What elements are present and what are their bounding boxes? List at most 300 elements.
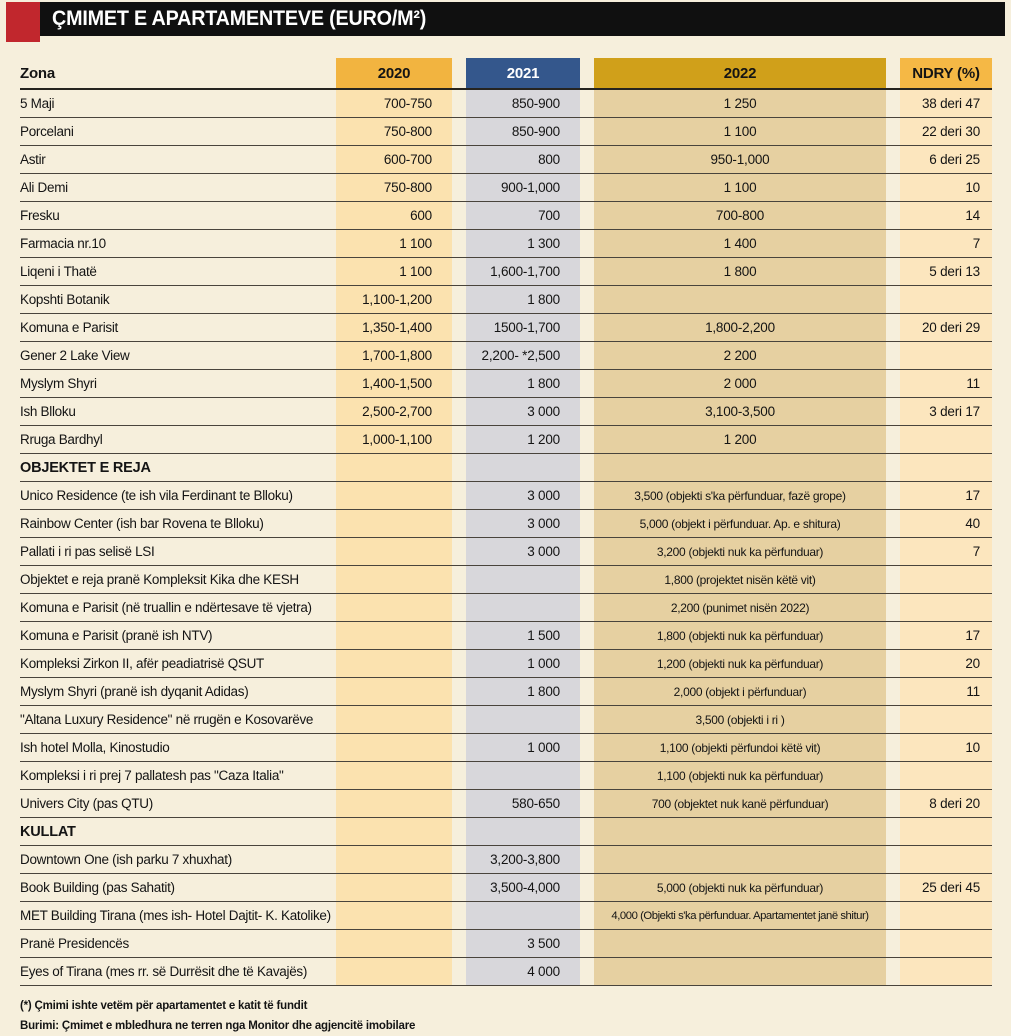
cell-2022: 5,000 (objekti nuk ka përfunduar) [594, 874, 886, 901]
cell-2022 [594, 930, 886, 957]
column-gap [886, 958, 900, 985]
column-gap [580, 790, 594, 817]
cell-2020 [336, 762, 452, 789]
table-row [20, 90, 992, 118]
cell-ndry: 17 [900, 622, 992, 649]
table-row [20, 146, 992, 174]
column-header-ndry: NDRY (%) [900, 58, 992, 88]
cell-2022: 1 250 [594, 90, 886, 117]
column-gap [452, 706, 466, 733]
cell-2022: 3,500 (objekti i ri ) [594, 706, 886, 733]
table-row [20, 482, 992, 510]
column-gap [452, 90, 466, 117]
cell-2022: 1 100 [594, 118, 886, 145]
cell-zona: 5 Maji [20, 96, 55, 111]
cell-ndry: 17 [900, 482, 992, 509]
section-header-row [20, 454, 992, 482]
column-gap [580, 202, 594, 229]
column-gap [452, 482, 466, 509]
column-gap [580, 482, 594, 509]
cell-ndry: 40 [900, 510, 992, 537]
column-gap [452, 734, 466, 761]
column-gap [886, 426, 900, 453]
cell-2021 [466, 566, 580, 593]
cell-2022: 1,100 (objekti nuk ka përfunduar) [594, 762, 886, 789]
cell-ndry [900, 846, 992, 873]
cell-ndry [900, 426, 992, 453]
column-gap [580, 622, 594, 649]
cell-ndry: 25 deri 45 [900, 874, 992, 901]
column-gap [886, 58, 900, 88]
cell-2022: 1,200 (objekti nuk ka përfunduar) [594, 650, 886, 677]
column-gap [452, 790, 466, 817]
table-row [20, 734, 992, 762]
column-gap [886, 790, 900, 817]
column-gap [452, 398, 466, 425]
cell-2022 [594, 286, 886, 313]
cell-2022: 3,500 (objekti s'ka përfunduar, fazë grope) [594, 482, 886, 509]
cell-2022: 2,200 (punimet nisën 2022) [594, 594, 886, 621]
column-gap [580, 566, 594, 593]
column-gap [580, 510, 594, 537]
table-row [20, 650, 992, 678]
cell-zona: Komuna e Parisit [20, 320, 118, 335]
cell-zona: Myslym Shyri [20, 376, 97, 391]
cell-2022: 1 200 [594, 426, 886, 453]
cell-ndry [900, 594, 992, 621]
cell-2021: 700 [466, 202, 580, 229]
column-gap [886, 314, 900, 341]
section-title: KULLAT [20, 823, 76, 840]
table-row [20, 370, 992, 398]
cell-2020 [336, 678, 452, 705]
cell-2020 [336, 874, 452, 901]
cell-ndry: 20 [900, 650, 992, 677]
column-gap [580, 846, 594, 873]
table-row [20, 230, 992, 258]
column-gap [886, 594, 900, 621]
cell-2021: 1 000 [466, 650, 580, 677]
cell-zona: Unico Residence (te ish vila Ferdinant te Blloku) [20, 488, 293, 503]
cell-ndry [900, 286, 992, 313]
cell-ndry: 10 [900, 174, 992, 201]
cell-2022: 3,200 (objekti nuk ka përfunduar) [594, 538, 886, 565]
cell-2020: 1,100-1,200 [336, 286, 452, 313]
cell-zona: Book Building (pas Sahatit) [20, 880, 175, 895]
cell-2021 [466, 818, 580, 845]
cell-2020: 750-800 [336, 118, 452, 145]
column-header-zona: Zona [20, 64, 56, 82]
column-gap [886, 454, 900, 481]
column-gap [452, 454, 466, 481]
column-gap [580, 902, 594, 929]
column-header-2021: 2021 [466, 58, 580, 88]
table-row [20, 762, 992, 790]
table-row [20, 566, 992, 594]
column-gap [452, 650, 466, 677]
cell-2020 [336, 930, 452, 957]
cell-2020 [336, 790, 452, 817]
cell-2021: 3 000 [466, 510, 580, 537]
cell-2022: 1,800-2,200 [594, 314, 886, 341]
page-title: ÇMIMET E APARTAMENTEVE (EURO/M²) [52, 7, 427, 30]
column-gap [452, 874, 466, 901]
cell-2021 [466, 902, 580, 929]
column-gap [580, 678, 594, 705]
column-gap [580, 258, 594, 285]
column-gap [886, 846, 900, 873]
cell-zona: Objektet e reja pranë Kompleksit Kika dhe KESH [20, 572, 299, 587]
cell-2021: 1 200 [466, 426, 580, 453]
cell-2020 [336, 902, 452, 929]
table-row [20, 874, 992, 902]
column-gap [886, 202, 900, 229]
table-row [20, 706, 992, 734]
table-row [20, 958, 992, 986]
column-gap [452, 426, 466, 453]
title-bar [6, 2, 1005, 42]
column-gap [886, 538, 900, 565]
cell-2022: 5,000 (objekt i përfunduar. Ap. e shitura) [594, 510, 886, 537]
cell-zona: Ish Blloku [20, 404, 76, 419]
column-gap [452, 902, 466, 929]
column-header-2020: 2020 [336, 58, 452, 88]
table-row [20, 342, 992, 370]
column-gap [886, 818, 900, 845]
table-row [20, 902, 992, 930]
cell-zona: Rruga Bardhyl [20, 432, 103, 447]
cell-zona: Ali Demi [20, 180, 68, 195]
cell-2021: 3 000 [466, 482, 580, 509]
red-square-accent [6, 2, 40, 42]
column-gap [886, 734, 900, 761]
column-gap [452, 622, 466, 649]
column-gap [886, 90, 900, 117]
cell-2022: 950-1,000 [594, 146, 886, 173]
column-gap [580, 342, 594, 369]
cell-2021 [466, 454, 580, 481]
column-gap [886, 146, 900, 173]
column-gap [886, 510, 900, 537]
column-gap [452, 146, 466, 173]
table-row [20, 790, 992, 818]
table-row [20, 930, 992, 958]
cell-2021 [466, 594, 580, 621]
cell-zona: Fresku [20, 208, 60, 223]
cell-2021: 3 000 [466, 538, 580, 565]
column-gap [886, 286, 900, 313]
cell-ndry [900, 454, 992, 481]
cell-zona: Kompleksi Zirkon II, afër peadiatrisë QSUT [20, 656, 264, 671]
column-gap [580, 58, 594, 88]
cell-2020: 1,000-1,100 [336, 426, 452, 453]
cell-ndry [900, 342, 992, 369]
column-gap [452, 594, 466, 621]
column-gap [886, 678, 900, 705]
cell-zona: Gener 2 Lake View [20, 348, 130, 363]
cell-2022: 1,800 (objekti nuk ka përfunduar) [594, 622, 886, 649]
cell-2022: 2,000 (objekt i përfunduar) [594, 678, 886, 705]
column-gap [580, 230, 594, 257]
cell-ndry [900, 762, 992, 789]
cell-2021: 3,500-4,000 [466, 874, 580, 901]
cell-ndry [900, 930, 992, 957]
cell-2021: 3,200-3,800 [466, 846, 580, 873]
cell-ndry [900, 566, 992, 593]
column-gap [452, 510, 466, 537]
cell-zona: Pranë Presidencës [20, 936, 129, 951]
cell-zona: Porcelani [20, 124, 74, 139]
cell-2021: 1 800 [466, 370, 580, 397]
table-row [20, 118, 992, 146]
table-row [20, 398, 992, 426]
cell-zona: MET Building Tirana (mes ish- Hotel Dajtit- K. Katolike) [20, 908, 331, 923]
cell-2022: 1 100 [594, 174, 886, 201]
cell-2020: 600-700 [336, 146, 452, 173]
column-gap [580, 874, 594, 901]
cell-2020 [336, 538, 452, 565]
cell-2020 [336, 622, 452, 649]
cell-ndry: 14 [900, 202, 992, 229]
column-gap [580, 174, 594, 201]
column-gap [580, 146, 594, 173]
column-gap [580, 958, 594, 985]
cell-2021: 4 000 [466, 958, 580, 985]
cell-2020: 2,500-2,700 [336, 398, 452, 425]
cell-ndry: 7 [900, 538, 992, 565]
table-row [20, 314, 992, 342]
cell-2020 [336, 818, 452, 845]
cell-2021: 800 [466, 146, 580, 173]
cell-2022 [594, 846, 886, 873]
cell-zona: Komuna e Parisit (në truallin e ndërtesave të vjetra) [20, 600, 312, 615]
column-gap [886, 706, 900, 733]
column-gap [452, 118, 466, 145]
column-gap [886, 342, 900, 369]
cell-2021: 1 000 [466, 734, 580, 761]
column-gap [886, 762, 900, 789]
column-gap [886, 482, 900, 509]
cell-2021: 1 800 [466, 286, 580, 313]
table-row [20, 622, 992, 650]
cell-2020 [336, 734, 452, 761]
cell-ndry: 7 [900, 230, 992, 257]
column-gap [452, 202, 466, 229]
cell-2020 [336, 510, 452, 537]
column-gap [580, 286, 594, 313]
cell-2020: 1,700-1,800 [336, 342, 452, 369]
cell-zona: Farmacia nr.10 [20, 236, 106, 251]
cell-ndry: 10 [900, 734, 992, 761]
cell-2022 [594, 454, 886, 481]
cell-ndry: 3 deri 17 [900, 398, 992, 425]
footnotes [20, 996, 1011, 1036]
column-gap [452, 958, 466, 985]
column-gap [452, 174, 466, 201]
column-gap [580, 370, 594, 397]
column-gap [452, 286, 466, 313]
footnote-asterisk: (*) Çmimi ishte vetëm për apartamentet e katit të fundit [20, 1000, 308, 1012]
cell-zona: Ish hotel Molla, Kinostudio [20, 740, 170, 755]
cell-ndry [900, 818, 992, 845]
cell-ndry [900, 958, 992, 985]
column-gap [886, 650, 900, 677]
column-gap [580, 314, 594, 341]
cell-2021: 1500-1,700 [466, 314, 580, 341]
cell-2020 [336, 566, 452, 593]
cell-2021: 1 500 [466, 622, 580, 649]
cell-2022 [594, 958, 886, 985]
cell-zona: Kopshti Botanik [20, 292, 110, 307]
cell-2020: 1 100 [336, 230, 452, 257]
table-row [20, 538, 992, 566]
column-gap [886, 258, 900, 285]
cell-2022: 3,100-3,500 [594, 398, 886, 425]
cell-ndry: 20 deri 29 [900, 314, 992, 341]
cell-2021: 900-1,000 [466, 174, 580, 201]
cell-2020: 1,400-1,500 [336, 370, 452, 397]
cell-2021: 1 300 [466, 230, 580, 257]
column-gap [886, 118, 900, 145]
cell-ndry: 22 deri 30 [900, 118, 992, 145]
cell-zona: Pallati i ri pas selisë LSI [20, 544, 155, 559]
column-gap [452, 370, 466, 397]
column-gap [886, 230, 900, 257]
column-gap [452, 846, 466, 873]
cell-2020: 600 [336, 202, 452, 229]
cell-ndry: 6 deri 25 [900, 146, 992, 173]
cell-2022: 2 200 [594, 342, 886, 369]
column-header-2022: 2022 [594, 58, 886, 88]
column-gap [886, 902, 900, 929]
table-row [20, 202, 992, 230]
cell-2021 [466, 762, 580, 789]
cell-2021: 850-900 [466, 118, 580, 145]
column-gap [452, 58, 466, 88]
table-row [20, 678, 992, 706]
cell-zona: Univers City (pas QTU) [20, 796, 153, 811]
cell-2021: 1,600-1,700 [466, 258, 580, 285]
cell-zona: Kompleksi i ri prej 7 pallatesh pas "Caza Italia" [20, 768, 284, 783]
column-gap [452, 314, 466, 341]
cell-zona: Rainbow Center (ish bar Rovena te Blloku) [20, 516, 264, 531]
table-row [20, 258, 992, 286]
section-header-row [20, 818, 992, 846]
cell-2020 [336, 958, 452, 985]
cell-2020: 1 100 [336, 258, 452, 285]
column-gap [452, 538, 466, 565]
cell-zona: Eyes of Tirana (mes rr. së Durrësit dhe të Kavajës) [20, 964, 308, 979]
table-body [20, 90, 992, 986]
cell-2020 [336, 482, 452, 509]
column-gap [580, 734, 594, 761]
table-row [20, 846, 992, 874]
column-gap [580, 594, 594, 621]
cell-2022: 2 000 [594, 370, 886, 397]
table-row [20, 426, 992, 454]
cell-2022: 4,000 (Objekti s'ka përfunduar. Apartamentet janë shitur) [594, 902, 886, 929]
cell-zona: Liqeni i Thatë [20, 264, 97, 279]
column-gap [886, 622, 900, 649]
cell-2020 [336, 594, 452, 621]
column-gap [452, 818, 466, 845]
column-gap [580, 454, 594, 481]
cell-2022: 1 800 [594, 258, 886, 285]
cell-ndry [900, 902, 992, 929]
cell-2022: 700-800 [594, 202, 886, 229]
cell-zona: "Altana Luxury Residence" në rrugën e Kosovarëve [20, 712, 314, 727]
column-gap [886, 566, 900, 593]
cell-2021: 2,200- *2,500 [466, 342, 580, 369]
cell-ndry: 11 [900, 370, 992, 397]
section-title: OBJEKTET E REJA [20, 459, 151, 476]
cell-2020 [336, 706, 452, 733]
table-row [20, 510, 992, 538]
column-gap [452, 566, 466, 593]
table-row [20, 174, 992, 202]
cell-zona: Downtown One (ish parku 7 xhuxhat) [20, 852, 232, 867]
column-gap [580, 118, 594, 145]
column-gap [886, 398, 900, 425]
cell-2022: 1 400 [594, 230, 886, 257]
cell-2020: 700-750 [336, 90, 452, 117]
column-gap [580, 426, 594, 453]
column-gap [580, 650, 594, 677]
column-gap [886, 930, 900, 957]
cell-2020: 750-800 [336, 174, 452, 201]
cell-ndry: 8 deri 20 [900, 790, 992, 817]
column-gap [452, 230, 466, 257]
cell-2022 [594, 818, 886, 845]
table-row [20, 594, 992, 622]
cell-2021: 3 000 [466, 398, 580, 425]
prices-table [20, 58, 992, 986]
cell-2021: 580-650 [466, 790, 580, 817]
cell-ndry: 11 [900, 678, 992, 705]
cell-zona: Astir [20, 152, 46, 167]
column-gap [580, 90, 594, 117]
cell-2022: 1,100 (objekti përfundoi këtë vit) [594, 734, 886, 761]
column-gap [452, 930, 466, 957]
cell-2020 [336, 846, 452, 873]
cell-2022: 1,800 (projektet nisën këtë vit) [594, 566, 886, 593]
cell-2020: 1,350-1,400 [336, 314, 452, 341]
column-gap [886, 874, 900, 901]
cell-2022: 700 (objektet nuk kanë përfunduar) [594, 790, 886, 817]
cell-2021 [466, 706, 580, 733]
column-gap [452, 342, 466, 369]
column-gap [886, 174, 900, 201]
cell-ndry: 5 deri 13 [900, 258, 992, 285]
table-header-row [20, 58, 992, 90]
column-gap [452, 678, 466, 705]
table-row [20, 286, 992, 314]
column-gap [452, 258, 466, 285]
cell-2020 [336, 650, 452, 677]
column-gap [580, 398, 594, 425]
column-gap [580, 538, 594, 565]
cell-ndry [900, 706, 992, 733]
cell-2020 [336, 454, 452, 481]
cell-2021: 1 800 [466, 678, 580, 705]
column-gap [580, 818, 594, 845]
cell-ndry: 38 deri 47 [900, 90, 992, 117]
footnote-source: Burimi: Çmimet e mbledhura ne terren nga Monitor dhe agjencitë imobilare [20, 1020, 416, 1033]
cell-2021: 3 500 [466, 930, 580, 957]
cell-2021: 850-900 [466, 90, 580, 117]
column-gap [452, 762, 466, 789]
column-gap [580, 762, 594, 789]
